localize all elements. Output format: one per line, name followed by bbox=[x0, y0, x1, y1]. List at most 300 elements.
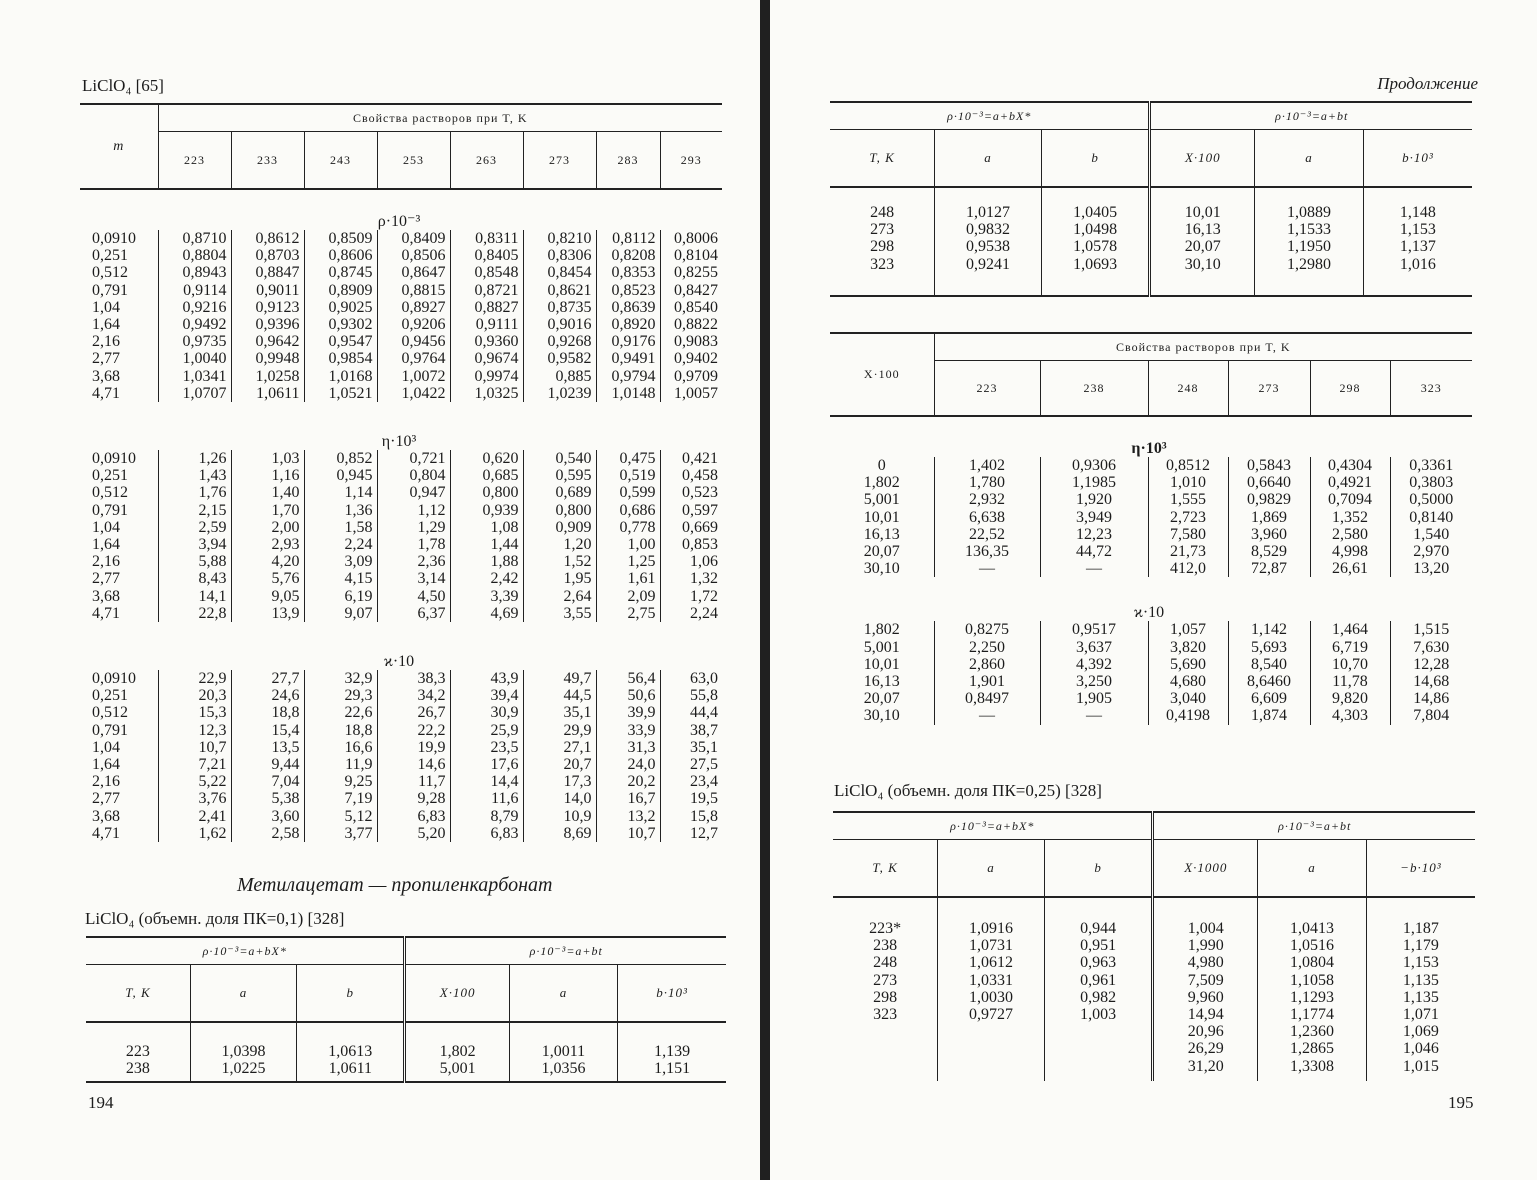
table-row bbox=[833, 1040, 1475, 1057]
spacer-cell bbox=[1150, 273, 1255, 296]
cell-value: 223 bbox=[125, 1043, 150, 1060]
spacer-cell bbox=[190, 1022, 296, 1043]
table-row bbox=[80, 756, 722, 773]
cell-value: 1,1774 bbox=[1258, 1006, 1367, 1023]
cell-value: 11,9 bbox=[304, 756, 377, 773]
cell-value: 20,7 bbox=[523, 756, 596, 773]
cell-value: 16,13 bbox=[863, 525, 900, 543]
licio4-properties-table bbox=[80, 103, 722, 842]
cell-value: 20,07 bbox=[1150, 238, 1255, 255]
cell-value: 6,83 bbox=[377, 808, 450, 825]
table-row bbox=[80, 773, 722, 790]
cell-value: 2,41 bbox=[158, 808, 231, 825]
cell-value: 0,9854 bbox=[304, 350, 377, 367]
cell-value: 2,59 bbox=[158, 519, 231, 536]
cell-value: 1,0398 bbox=[190, 1043, 296, 1060]
table-row bbox=[80, 588, 722, 605]
cell-value: 1,0413 bbox=[1258, 920, 1367, 937]
cell-value: 11,6 bbox=[450, 790, 523, 807]
cell-value: 31,20 bbox=[1153, 1058, 1258, 1075]
cell-value: 1,869 bbox=[1228, 509, 1310, 526]
cell-value: 2,36 bbox=[377, 553, 450, 570]
spacer-cell bbox=[1366, 897, 1475, 920]
table-row bbox=[830, 690, 1472, 707]
cell-value: 1,16 bbox=[231, 467, 304, 484]
cell-value: 0,9176 bbox=[596, 333, 660, 350]
cell-value: 136,35 bbox=[934, 543, 1040, 560]
cell-value: 1,0341 bbox=[158, 368, 231, 385]
cell-value: 2,580 bbox=[1310, 526, 1390, 543]
spacer-cell bbox=[1255, 187, 1364, 204]
cell-value: 11,78 bbox=[1310, 673, 1390, 690]
cell-value: 12,3 bbox=[158, 722, 231, 739]
cell-value: 1,0612 bbox=[938, 954, 1045, 971]
table-row bbox=[80, 825, 722, 842]
cell-value: 0,9492 bbox=[158, 316, 231, 333]
cell-value: 1,78 bbox=[377, 536, 450, 553]
table-row bbox=[80, 333, 722, 350]
cell-value: 5,22 bbox=[158, 773, 231, 790]
temperature-header: 233 bbox=[231, 132, 304, 190]
cell-value: 25,9 bbox=[450, 722, 523, 739]
cell-value: 20,2 bbox=[596, 773, 660, 790]
cell-value: 1,142 bbox=[1228, 621, 1310, 638]
cell-value: 13,2 bbox=[596, 808, 660, 825]
cell-value: 0,961 bbox=[1044, 972, 1153, 989]
cell-value: 6,638 bbox=[934, 509, 1040, 526]
cell-value: 0,9974 bbox=[450, 368, 523, 385]
cell-value: 0,9582 bbox=[523, 350, 596, 367]
cell-value: 0,8006 bbox=[660, 230, 722, 247]
table-row bbox=[830, 543, 1472, 560]
cell-value: 27,7 bbox=[231, 670, 304, 687]
column-header: X·100 bbox=[1150, 130, 1255, 188]
section-label: ϰ·10 bbox=[1133, 604, 1165, 622]
cell-value: 10,01 bbox=[1150, 204, 1255, 221]
column-header: X·100 bbox=[405, 965, 509, 1023]
cell-value: 13,9 bbox=[231, 605, 304, 622]
cell-value: 0,8721 bbox=[450, 282, 523, 299]
cell-value: 273 bbox=[870, 221, 895, 239]
temperature-header: 273 bbox=[1228, 361, 1310, 417]
cell-value: 3,77 bbox=[304, 825, 377, 842]
cell-value: 1,03 bbox=[231, 450, 304, 467]
book-gutter bbox=[760, 0, 770, 1180]
section-label: ρ·10⁻³ bbox=[377, 212, 421, 230]
cell-value: 0,9794 bbox=[596, 368, 660, 385]
cell-value: 0,939 bbox=[450, 502, 523, 519]
cell-value: 0,540 bbox=[523, 450, 596, 467]
cell-value: 1,0356 bbox=[509, 1060, 617, 1077]
table-row bbox=[80, 385, 722, 402]
cell-value: 15,4 bbox=[231, 722, 304, 739]
table-row bbox=[80, 687, 722, 704]
spacer-cell bbox=[618, 1022, 726, 1043]
cell-value: 27,5 bbox=[660, 756, 722, 773]
table-row bbox=[80, 536, 722, 553]
cell-value: 30,10 bbox=[863, 560, 900, 578]
cell-value: 14,94 bbox=[1153, 1006, 1258, 1023]
cell-value: 1,14 bbox=[304, 484, 377, 501]
column-header: a bbox=[935, 130, 1042, 188]
cell-value: 29,3 bbox=[304, 687, 377, 704]
cell-value: 0,8208 bbox=[596, 247, 660, 264]
cell-value: 1,32 bbox=[660, 570, 722, 587]
cell-value: 1,874 bbox=[1228, 707, 1310, 724]
cell-value: 0,519 bbox=[596, 467, 660, 484]
table-row bbox=[833, 972, 1475, 989]
temperature-header: 323 bbox=[1390, 361, 1472, 417]
cell-value: 2,24 bbox=[660, 605, 722, 622]
cell-value: 0,8540 bbox=[660, 299, 722, 316]
cell-value: 1,25 bbox=[596, 553, 660, 570]
cell-value: 0,8512 bbox=[1148, 457, 1228, 474]
cell-value: 1,0516 bbox=[1258, 937, 1367, 954]
cell-value: 2,09 bbox=[596, 588, 660, 605]
table-row bbox=[830, 509, 1472, 526]
cell-value: 1,555 bbox=[1148, 491, 1228, 508]
table-row bbox=[80, 502, 722, 519]
cell-value: 0,9709 bbox=[660, 368, 722, 385]
table-row bbox=[833, 1023, 1475, 1040]
cell-value: 13,20 bbox=[1390, 560, 1472, 577]
cell-value: 50,6 bbox=[596, 687, 660, 704]
cell-value: 0,8847 bbox=[231, 264, 304, 281]
table-row bbox=[80, 704, 722, 721]
cell-value: 1,139 bbox=[618, 1043, 726, 1060]
spacer-cell bbox=[1153, 1075, 1258, 1081]
cell-value: 2,970 bbox=[1390, 543, 1472, 560]
cell-value: 0,8409 bbox=[377, 230, 450, 247]
cell-value: 15,8 bbox=[660, 808, 722, 825]
cell-value: 0,9517 bbox=[1040, 621, 1148, 638]
cell-value: 1,2980 bbox=[1255, 256, 1364, 273]
table-row bbox=[830, 560, 1472, 577]
cell-value: 1,057 bbox=[1148, 621, 1228, 638]
cell-value: 44,4 bbox=[660, 704, 722, 721]
cell-value: 1,08 bbox=[450, 519, 523, 536]
cell-value: 1,88 bbox=[450, 553, 523, 570]
temperature-header: 273 bbox=[523, 132, 596, 190]
table-row bbox=[830, 526, 1472, 543]
row-m-value: 1,64 bbox=[92, 756, 120, 774]
spacer-cell bbox=[938, 1075, 1045, 1081]
cell-value: 10,01 bbox=[863, 508, 900, 526]
row-m-value: 1,04 bbox=[92, 738, 120, 756]
table-row bbox=[80, 368, 722, 385]
row-m-value: 2,77 bbox=[92, 570, 120, 588]
cell-value: 0,9025 bbox=[304, 299, 377, 316]
spacer-cell bbox=[1041, 273, 1150, 296]
cell-value: 1,52 bbox=[523, 553, 596, 570]
cell-value: 4,69 bbox=[450, 605, 523, 622]
cell-value: 22,9 bbox=[158, 670, 231, 687]
cell-value: 0,597 bbox=[660, 502, 722, 519]
cell-value: 0,9829 bbox=[1228, 491, 1310, 508]
cell-value: 0,9396 bbox=[231, 316, 304, 333]
cell-value: 3,637 bbox=[1040, 639, 1148, 656]
cell-value: 38,3 bbox=[377, 670, 450, 687]
column-header: b·10³ bbox=[1363, 130, 1472, 188]
cell-value: 0,8140 bbox=[1390, 509, 1472, 526]
cell-value: 1,0498 bbox=[1041, 221, 1150, 238]
cell-value: 1,2360 bbox=[1258, 1023, 1367, 1040]
cell-value: 3,960 bbox=[1228, 526, 1310, 543]
cell-value: 4,998 bbox=[1310, 543, 1390, 560]
cell-value: 22,8 bbox=[158, 605, 231, 622]
cell-value: 23,4 bbox=[660, 773, 722, 790]
cell-value: 13,5 bbox=[231, 739, 304, 756]
cell-value: 1,0611 bbox=[297, 1060, 405, 1077]
cell-value: 1,2865 bbox=[1258, 1040, 1367, 1057]
group-header-1: ρ·10⁻³=a+bX* bbox=[86, 937, 405, 965]
cell-value: 5,76 bbox=[231, 570, 304, 587]
cell-value: 1,0127 bbox=[935, 204, 1042, 221]
cell-value: 8,43 bbox=[158, 570, 231, 587]
cell-value: 2,24 bbox=[304, 536, 377, 553]
spacer-cell bbox=[1255, 273, 1364, 296]
cell-value: 0,8427 bbox=[660, 282, 722, 299]
column-header: a bbox=[509, 965, 617, 1023]
cell-value: 0,8745 bbox=[304, 264, 377, 281]
cell-value: 0,9268 bbox=[523, 333, 596, 350]
cell-value: 5,001 bbox=[863, 638, 900, 656]
empty-cell bbox=[938, 1023, 1045, 1040]
cell-value: 26,29 bbox=[1153, 1040, 1258, 1057]
cell-value: 11,7 bbox=[377, 773, 450, 790]
cell-value: 238 bbox=[125, 1060, 150, 1078]
cell-value: 1,179 bbox=[1366, 937, 1475, 954]
row-m-value: 0,512 bbox=[92, 704, 128, 722]
cell-value: 0,3803 bbox=[1390, 474, 1472, 491]
spacer-cell bbox=[1153, 897, 1258, 920]
spacer-cell bbox=[935, 273, 1042, 296]
temperature-header: 223 bbox=[934, 361, 1040, 417]
column-header: a bbox=[1255, 130, 1364, 188]
row-m-value: 0,251 bbox=[92, 247, 128, 265]
cell-value: 0,9948 bbox=[231, 350, 304, 367]
table-row bbox=[80, 739, 722, 756]
cell-value: 1,0693 bbox=[1041, 256, 1150, 273]
cell-value: 2,75 bbox=[596, 605, 660, 622]
cell-value: 0,3361 bbox=[1390, 457, 1472, 474]
cell-value: 5,12 bbox=[304, 808, 377, 825]
cell-value: 30,9 bbox=[450, 704, 523, 721]
cell-value: 2,93 bbox=[231, 536, 304, 553]
cell-value: 0,804 bbox=[377, 467, 450, 484]
cell-value: 0,778 bbox=[596, 519, 660, 536]
cell-value: 1,010 bbox=[1148, 474, 1228, 491]
cell-value: 0,4198 bbox=[1148, 707, 1228, 724]
cell-value: 0,8827 bbox=[450, 299, 523, 316]
cell-value: 1,0916 bbox=[938, 920, 1045, 937]
table-row bbox=[80, 230, 722, 247]
cell-value: 4,392 bbox=[1040, 656, 1148, 673]
cell-value: 3,39 bbox=[450, 588, 523, 605]
cell-value: 0,689 bbox=[523, 484, 596, 501]
left-page bbox=[80, 0, 730, 1180]
row-m-value: 0,791 bbox=[92, 281, 128, 299]
cell-value: 0,8606 bbox=[304, 247, 377, 264]
cell-value: 0,8710 bbox=[158, 230, 231, 247]
row-m-value: 2,16 bbox=[92, 773, 120, 791]
cell-value: 1,135 bbox=[1366, 972, 1475, 989]
cell-value: 3,250 bbox=[1040, 673, 1148, 690]
cell-value: 0,8621 bbox=[523, 282, 596, 299]
cell-value: 1,0325 bbox=[450, 385, 523, 402]
cell-value: 1,464 bbox=[1310, 621, 1390, 638]
spacer-cell bbox=[297, 1022, 405, 1043]
cell-value: 0,8943 bbox=[158, 264, 231, 281]
cell-value: 7,04 bbox=[231, 773, 304, 790]
cell-value: 7,19 bbox=[304, 790, 377, 807]
table-row bbox=[80, 299, 722, 316]
cell-value: 1,1533 bbox=[1255, 221, 1364, 238]
cell-value: 2,860 bbox=[934, 656, 1040, 673]
spacer-cell bbox=[1363, 187, 1472, 204]
cell-value: 1,990 bbox=[1153, 937, 1258, 954]
cell-value: 8,6460 bbox=[1228, 673, 1310, 690]
cell-value: 0,8639 bbox=[596, 299, 660, 316]
table-row bbox=[830, 707, 1472, 724]
cell-value: 2,15 bbox=[158, 502, 231, 519]
cell-value: 0,686 bbox=[596, 502, 660, 519]
cell-value: 8,79 bbox=[450, 808, 523, 825]
column-header: b bbox=[1044, 840, 1153, 898]
group-header-2: ρ·10⁻³=a+bt bbox=[405, 937, 726, 965]
cell-value: 1,1985 bbox=[1040, 474, 1148, 491]
cell-value: 273 bbox=[873, 971, 898, 989]
cell-value: 2,00 bbox=[231, 519, 304, 536]
column-header: b bbox=[297, 965, 405, 1023]
cell-value: 1,151 bbox=[618, 1060, 726, 1077]
cell-value: 22,6 bbox=[304, 704, 377, 721]
cell-value: 27,1 bbox=[523, 739, 596, 756]
column-header: b·10³ bbox=[618, 965, 726, 1023]
row-m-value: 0,512 bbox=[92, 484, 128, 502]
cell-value: 1,40 bbox=[231, 484, 304, 501]
cell-value: 0,9642 bbox=[231, 333, 304, 350]
density-coefficients-table bbox=[86, 936, 726, 1083]
cell-value: 14,4 bbox=[450, 773, 523, 790]
cell-value: 1,0040 bbox=[158, 350, 231, 367]
cell-value: 5,690 bbox=[1148, 656, 1228, 673]
table-row bbox=[833, 920, 1475, 937]
cell-value: 22,52 bbox=[934, 526, 1040, 543]
page-number: 194 bbox=[88, 1093, 114, 1112]
cell-value: 21,73 bbox=[1148, 543, 1228, 560]
cell-value: 1,0889 bbox=[1255, 204, 1364, 221]
cell-value: 1,0011 bbox=[509, 1043, 617, 1060]
cell-value: 0,9764 bbox=[377, 350, 450, 367]
table-row bbox=[833, 1006, 1475, 1023]
spacer-cell bbox=[405, 1077, 509, 1082]
cell-value: 0,8927 bbox=[377, 299, 450, 316]
cell-value: 0,9114 bbox=[158, 282, 231, 299]
table-row bbox=[80, 722, 722, 739]
spacer-cell bbox=[1041, 187, 1150, 204]
cell-value: 39,9 bbox=[596, 704, 660, 721]
cell-value: 0,9538 bbox=[935, 238, 1042, 255]
cell-value: 1,0405 bbox=[1041, 204, 1150, 221]
cell-value: 1,004 bbox=[1153, 920, 1258, 937]
continuation-label: Продолжение bbox=[1377, 74, 1478, 93]
table-row bbox=[80, 670, 722, 687]
cell-value: 2,723 bbox=[1148, 509, 1228, 526]
cell-value: 0,9302 bbox=[304, 316, 377, 333]
spacer-cell bbox=[830, 273, 935, 296]
table-row bbox=[80, 484, 722, 501]
group-header: Свойства растворов при T, K bbox=[158, 104, 722, 132]
cell-value: 20,07 bbox=[863, 543, 900, 561]
cell-value: 6,19 bbox=[304, 588, 377, 605]
cell-value: 16,13 bbox=[1150, 221, 1255, 238]
cell-value: 1,003 bbox=[1044, 1006, 1153, 1023]
cell-value: 18,8 bbox=[231, 704, 304, 721]
row-m-value: 0,0910 bbox=[92, 670, 136, 688]
cell-value: — bbox=[1040, 560, 1148, 577]
row-header: m bbox=[80, 104, 158, 189]
cell-value: 2,42 bbox=[450, 570, 523, 587]
cell-value: 16,13 bbox=[863, 673, 900, 691]
cell-value: 1,515 bbox=[1390, 621, 1472, 638]
temperature-header: 298 bbox=[1310, 361, 1390, 417]
row-m-value: 0,251 bbox=[92, 467, 128, 485]
cell-value: 0,8703 bbox=[231, 247, 304, 264]
cell-value: 3,09 bbox=[304, 553, 377, 570]
cell-value: 1,0422 bbox=[377, 385, 450, 402]
cell-value: 1,352 bbox=[1310, 509, 1390, 526]
cell-value: 2,64 bbox=[523, 588, 596, 605]
cell-value: 2,250 bbox=[934, 639, 1040, 656]
table-row bbox=[830, 656, 1472, 673]
table-row bbox=[80, 570, 722, 587]
cell-value: 0,9360 bbox=[450, 333, 523, 350]
temperature-header: 283 bbox=[596, 132, 660, 190]
cell-value: 412,0 bbox=[1148, 560, 1228, 577]
cell-value: 298 bbox=[870, 238, 895, 256]
cell-value: 0,8255 bbox=[660, 264, 722, 281]
row-m-value: 0,791 bbox=[92, 501, 128, 519]
cell-value: 223* bbox=[869, 920, 902, 937]
cell-value: 56,4 bbox=[596, 670, 660, 687]
cell-value: 1,58 bbox=[304, 519, 377, 536]
cell-value: 3,76 bbox=[158, 790, 231, 807]
cell-value: 0,595 bbox=[523, 467, 596, 484]
cell-value: 3,55 bbox=[523, 605, 596, 622]
cell-value: 0,853 bbox=[660, 536, 722, 553]
cell-value: 1,29 bbox=[377, 519, 450, 536]
spacer-cell bbox=[509, 1022, 617, 1043]
row-m-value: 2,16 bbox=[92, 333, 120, 351]
section-label: η·10³ bbox=[381, 432, 417, 450]
section-label: η·10³ bbox=[1131, 439, 1167, 457]
cell-value: 43,9 bbox=[450, 670, 523, 687]
cell-value: 0,8523 bbox=[596, 282, 660, 299]
spacer-cell bbox=[509, 1077, 617, 1082]
cell-value: 72,87 bbox=[1228, 560, 1310, 577]
table-row bbox=[80, 790, 722, 807]
cell-value: 22,2 bbox=[377, 722, 450, 739]
cell-value: 0,9735 bbox=[158, 333, 231, 350]
cell-value: 23,5 bbox=[450, 739, 523, 756]
cell-value: 4,303 bbox=[1310, 707, 1390, 724]
cell-value: 1,0225 bbox=[190, 1060, 296, 1077]
cell-value: 8,540 bbox=[1228, 656, 1310, 673]
cell-value: 4,50 bbox=[377, 588, 450, 605]
page-number: 195 bbox=[1448, 1093, 1474, 1112]
table-row bbox=[80, 247, 722, 264]
